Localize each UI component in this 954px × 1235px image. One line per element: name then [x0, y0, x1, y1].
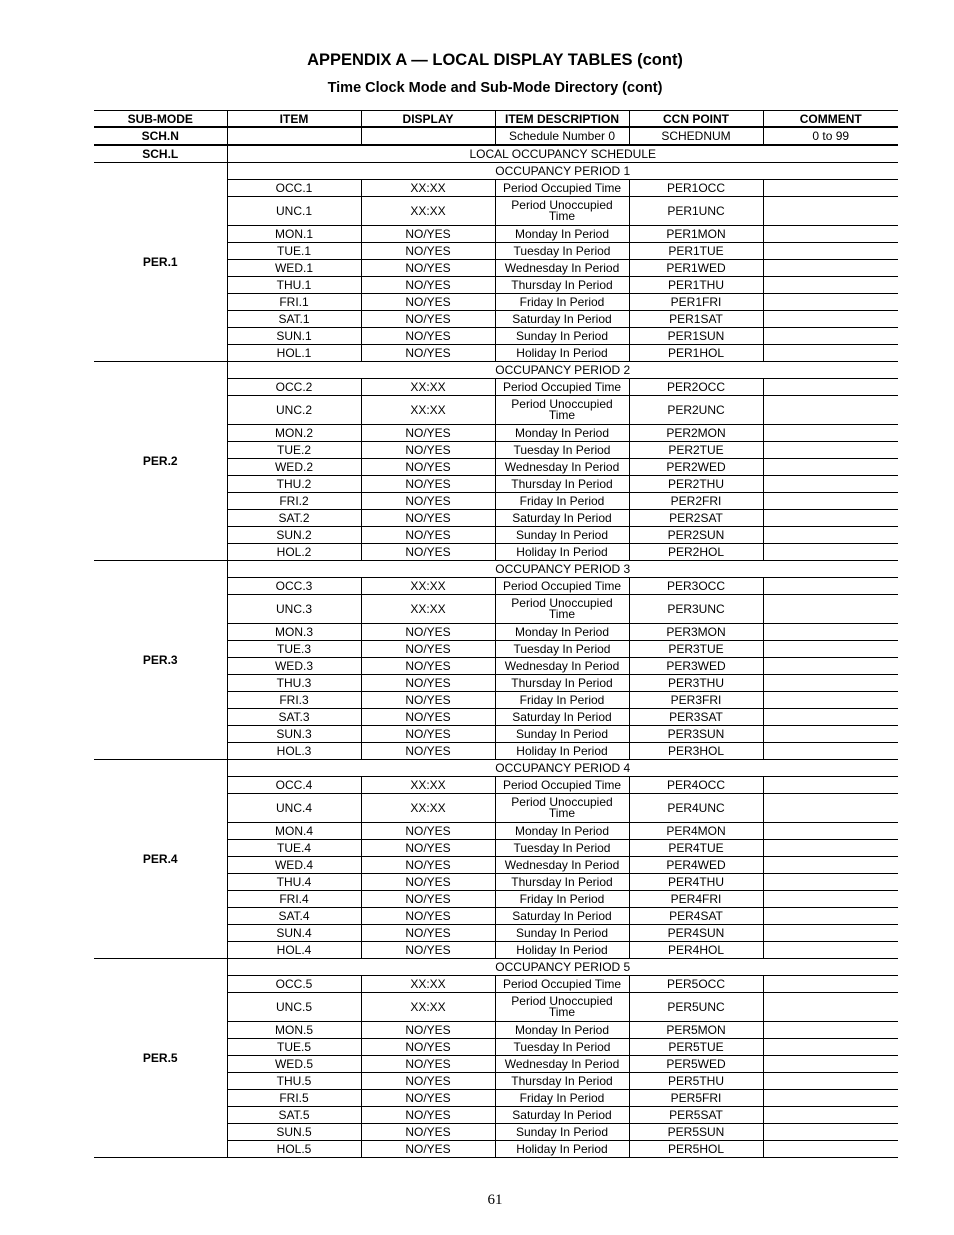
ccn-point-cell: PER3MON [629, 624, 763, 641]
description-cell: Schedule Number 0 [495, 127, 629, 145]
ccn-point-cell: PER5THU [629, 1073, 763, 1090]
description-cell: Saturday In Period [495, 908, 629, 925]
display-cell: XX:XX [361, 777, 495, 794]
item-cell: WED.5 [227, 1056, 361, 1073]
sub-mode-cell: SCH.N [94, 127, 227, 145]
item-cell: SAT.3 [227, 709, 361, 726]
comment-cell [763, 709, 898, 726]
description-cell: Wednesday In Period [495, 260, 629, 277]
comment-cell [763, 1022, 898, 1039]
ccn-point-cell: PER3WED [629, 658, 763, 675]
sub-mode-cell: PER.3 [94, 561, 227, 760]
table-body [94, 127, 898, 1158]
sub-mode-cell: PER.5 [94, 959, 227, 1158]
description-cell: Monday In Period [495, 226, 629, 243]
comment-cell [763, 180, 898, 197]
description-cell: Sunday In Period [495, 726, 629, 743]
description-cell: Holiday In Period [495, 345, 629, 362]
description-cell: Period Unoccupied Time [495, 197, 629, 226]
display-cell: NO/YES [361, 891, 495, 908]
comment-cell [763, 243, 898, 260]
item-cell: FRI.1 [227, 294, 361, 311]
period-label-cell: OCCUPANCY PERIOD 2 [227, 362, 898, 379]
description-cell: Period Occupied Time [495, 379, 629, 396]
display-cell: NO/YES [361, 874, 495, 891]
item-cell: TUE.3 [227, 641, 361, 658]
comment-cell [763, 510, 898, 527]
display-cell: NO/YES [361, 277, 495, 294]
description-cell: Saturday In Period [495, 510, 629, 527]
header-sub-mode: SUB-MODE [94, 111, 227, 128]
comment-cell [763, 595, 898, 624]
display-cell: NO/YES [361, 840, 495, 857]
comment-cell [763, 777, 898, 794]
ccn-point-cell: PER5TUE [629, 1039, 763, 1056]
display-cell: NO/YES [361, 243, 495, 260]
sub-mode-cell: PER.2 [94, 362, 227, 561]
ccn-point-cell: PER4SUN [629, 925, 763, 942]
ccn-point-cell: PER5SUN [629, 1124, 763, 1141]
description-cell: Monday In Period [495, 425, 629, 442]
display-cell [361, 127, 495, 145]
description-cell: Period Unoccupied Time [495, 794, 629, 823]
comment-cell [763, 578, 898, 595]
item-cell: TUE.4 [227, 840, 361, 857]
ccn-point-cell: PER2HOL [629, 544, 763, 561]
display-cell: NO/YES [361, 544, 495, 561]
ccn-point-cell: PER2MON [629, 425, 763, 442]
comment-cell [763, 925, 898, 942]
ccn-point-cell: PER5WED [629, 1056, 763, 1073]
description-cell: Thursday In Period [495, 1073, 629, 1090]
comment-cell [763, 459, 898, 476]
ccn-point-cell: PER4FRI [629, 891, 763, 908]
display-cell: NO/YES [361, 1124, 495, 1141]
ccn-point-cell: PER3OCC [629, 578, 763, 595]
ccn-point-cell: PER1THU [629, 277, 763, 294]
display-cell: NO/YES [361, 226, 495, 243]
item-cell: FRI.5 [227, 1090, 361, 1107]
display-cell: NO/YES [361, 493, 495, 510]
period-header-row [94, 760, 898, 777]
item-cell: UNC.1 [227, 197, 361, 226]
item-cell: SUN.5 [227, 1124, 361, 1141]
ccn-point-cell: PER4OCC [629, 777, 763, 794]
display-cell: NO/YES [361, 345, 495, 362]
ccn-point-cell: PER3HOL [629, 743, 763, 760]
item-cell: MON.1 [227, 226, 361, 243]
display-cell: NO/YES [361, 260, 495, 277]
display-cell: NO/YES [361, 624, 495, 641]
display-cell: NO/YES [361, 1141, 495, 1158]
comment-cell [763, 641, 898, 658]
display-cell: NO/YES [361, 692, 495, 709]
description-cell: Tuesday In Period [495, 840, 629, 857]
description-cell: Holiday In Period [495, 1141, 629, 1158]
comment-cell [763, 658, 898, 675]
item-cell: UNC.4 [227, 794, 361, 823]
ccn-point-cell: PER4MON [629, 823, 763, 840]
display-cell: NO/YES [361, 425, 495, 442]
period-label-cell: OCCUPANCY PERIOD 4 [227, 760, 898, 777]
description-cell: Sunday In Period [495, 527, 629, 544]
comment-cell [763, 544, 898, 561]
item-cell: SAT.1 [227, 311, 361, 328]
comment-cell [763, 442, 898, 459]
item-cell: OCC.4 [227, 777, 361, 794]
ccn-point-cell: PER5OCC [629, 976, 763, 993]
comment-cell [763, 197, 898, 226]
item-cell: FRI.3 [227, 692, 361, 709]
comment-cell [763, 1056, 898, 1073]
comment-cell [763, 311, 898, 328]
ccn-point-cell: PER3UNC [629, 595, 763, 624]
comment-cell [763, 260, 898, 277]
comment-cell [763, 425, 898, 442]
item-cell: THU.5 [227, 1073, 361, 1090]
ccn-point-cell: PER4WED [629, 857, 763, 874]
item-cell: TUE.2 [227, 442, 361, 459]
description-cell: Friday In Period [495, 891, 629, 908]
ccn-point-cell: PER1TUE [629, 243, 763, 260]
item-cell: SAT.5 [227, 1107, 361, 1124]
ccn-point-cell: SCHEDNUM [629, 127, 763, 145]
item-cell [227, 127, 361, 145]
description-cell: Period Unoccupied Time [495, 993, 629, 1022]
description-cell: Thursday In Period [495, 874, 629, 891]
description-cell: Friday In Period [495, 294, 629, 311]
display-cell: NO/YES [361, 294, 495, 311]
display-cell: NO/YES [361, 1039, 495, 1056]
comment-cell [763, 493, 898, 510]
item-cell: SAT.2 [227, 510, 361, 527]
item-cell: WED.3 [227, 658, 361, 675]
comment-cell [763, 726, 898, 743]
comment-cell [763, 675, 898, 692]
display-cell: NO/YES [361, 823, 495, 840]
ccn-point-cell: PER2FRI [629, 493, 763, 510]
period-label-cell: OCCUPANCY PERIOD 3 [227, 561, 898, 578]
display-cell: NO/YES [361, 908, 495, 925]
item-cell: FRI.2 [227, 493, 361, 510]
description-cell: Holiday In Period [495, 743, 629, 760]
description-cell: Wednesday In Period [495, 1056, 629, 1073]
comment-cell [763, 476, 898, 493]
description-cell: Period Occupied Time [495, 777, 629, 794]
comment-cell [763, 328, 898, 345]
period-label-cell: OCCUPANCY PERIOD 5 [227, 959, 898, 976]
ccn-point-cell: PER1OCC [629, 180, 763, 197]
comment-cell [763, 527, 898, 544]
ccn-point-cell: PER3TUE [629, 641, 763, 658]
mode-directory-table [94, 110, 898, 1158]
description-cell: Tuesday In Period [495, 442, 629, 459]
item-cell: SUN.2 [227, 527, 361, 544]
display-cell: NO/YES [361, 1090, 495, 1107]
comment-cell: 0 to 99 [763, 127, 898, 145]
comment-cell [763, 874, 898, 891]
schedule-label-cell: LOCAL OCCUPANCY SCHEDULE [227, 145, 898, 163]
description-cell: Thursday In Period [495, 675, 629, 692]
description-cell: Tuesday In Period [495, 641, 629, 658]
item-cell: UNC.5 [227, 993, 361, 1022]
display-cell: XX:XX [361, 396, 495, 425]
item-cell: THU.2 [227, 476, 361, 493]
comment-cell [763, 345, 898, 362]
comment-cell [763, 396, 898, 425]
display-cell: NO/YES [361, 709, 495, 726]
ccn-point-cell: PER1FRI [629, 294, 763, 311]
description-cell: Friday In Period [495, 493, 629, 510]
ccn-point-cell: PER4HOL [629, 942, 763, 959]
description-cell: Saturday In Period [495, 709, 629, 726]
sub-mode-cell: SCH.L [94, 145, 227, 163]
display-cell: NO/YES [361, 1107, 495, 1124]
ccn-point-cell: PER2TUE [629, 442, 763, 459]
description-cell: Period Unoccupied Time [495, 595, 629, 624]
ccn-point-cell: PER4TUE [629, 840, 763, 857]
item-cell: WED.1 [227, 260, 361, 277]
display-cell: XX:XX [361, 379, 495, 396]
description-cell: Wednesday In Period [495, 658, 629, 675]
ccn-point-cell: PER2UNC [629, 396, 763, 425]
display-cell: NO/YES [361, 527, 495, 544]
display-cell: NO/YES [361, 1056, 495, 1073]
ccn-point-cell: PER1UNC [629, 197, 763, 226]
comment-cell [763, 840, 898, 857]
item-cell: THU.3 [227, 675, 361, 692]
item-cell: HOL.5 [227, 1141, 361, 1158]
period-header-row [94, 362, 898, 379]
period-label-cell: OCCUPANCY PERIOD 1 [227, 163, 898, 180]
comment-cell [763, 823, 898, 840]
item-cell: HOL.4 [227, 942, 361, 959]
ccn-point-cell: PER2WED [629, 459, 763, 476]
comment-cell [763, 993, 898, 1022]
description-cell: Monday In Period [495, 823, 629, 840]
comment-cell [763, 1141, 898, 1158]
display-cell: NO/YES [361, 459, 495, 476]
comment-cell [763, 1090, 898, 1107]
comment-cell [763, 794, 898, 823]
description-cell: Period Occupied Time [495, 578, 629, 595]
ccn-point-cell: PER3SUN [629, 726, 763, 743]
item-cell: HOL.1 [227, 345, 361, 362]
description-cell: Sunday In Period [495, 1124, 629, 1141]
comment-cell [763, 294, 898, 311]
item-cell: THU.4 [227, 874, 361, 891]
description-cell: Friday In Period [495, 1090, 629, 1107]
sub-mode-cell: PER.4 [94, 760, 227, 959]
header-item-description: ITEM DESCRIPTION [495, 111, 629, 128]
description-cell: Sunday In Period [495, 328, 629, 345]
display-cell: NO/YES [361, 1022, 495, 1039]
ccn-point-cell: PER5MON [629, 1022, 763, 1039]
description-cell: Sunday In Period [495, 925, 629, 942]
display-cell: NO/YES [361, 925, 495, 942]
display-cell: XX:XX [361, 578, 495, 595]
description-cell: Thursday In Period [495, 476, 629, 493]
item-cell: WED.4 [227, 857, 361, 874]
item-cell: WED.2 [227, 459, 361, 476]
item-cell: THU.1 [227, 277, 361, 294]
item-cell: MON.5 [227, 1022, 361, 1039]
display-cell: XX:XX [361, 794, 495, 823]
description-cell: Period Unoccupied Time [495, 396, 629, 425]
description-cell: Wednesday In Period [495, 857, 629, 874]
display-cell: NO/YES [361, 942, 495, 959]
ccn-point-cell: PER2THU [629, 476, 763, 493]
header-display: DISPLAY [361, 111, 495, 128]
description-cell: Thursday In Period [495, 277, 629, 294]
comment-cell [763, 976, 898, 993]
comment-cell [763, 1124, 898, 1141]
item-cell: UNC.3 [227, 595, 361, 624]
ccn-point-cell: PER1SAT [629, 311, 763, 328]
comment-cell [763, 1107, 898, 1124]
display-cell: NO/YES [361, 675, 495, 692]
display-cell: NO/YES [361, 476, 495, 493]
item-cell: SAT.4 [227, 908, 361, 925]
header-ccn-point: CCN POINT [629, 111, 763, 128]
ccn-point-cell: PER1WED [629, 260, 763, 277]
description-cell: Monday In Period [495, 1022, 629, 1039]
comment-cell [763, 908, 898, 925]
description-cell: Tuesday In Period [495, 1039, 629, 1056]
item-cell: SUN.4 [227, 925, 361, 942]
header-item: ITEM [227, 111, 361, 128]
ccn-point-cell: PER1MON [629, 226, 763, 243]
display-cell: XX:XX [361, 197, 495, 226]
comment-cell [763, 379, 898, 396]
ccn-point-cell: PER5HOL [629, 1141, 763, 1158]
page-number: 61 [487, 1192, 503, 1208]
comment-cell [763, 1073, 898, 1090]
display-cell: NO/YES [361, 658, 495, 675]
display-cell: NO/YES [361, 641, 495, 658]
ccn-point-cell: PER4THU [629, 874, 763, 891]
item-cell: MON.2 [227, 425, 361, 442]
period-header-row [94, 561, 898, 578]
item-cell: HOL.2 [227, 544, 361, 561]
sub-mode-cell: PER.1 [94, 163, 227, 362]
display-cell: NO/YES [361, 743, 495, 760]
comment-cell [763, 857, 898, 874]
ccn-point-cell: PER3SAT [629, 709, 763, 726]
header-comment: COMMENT [763, 111, 898, 128]
table-row-schn [94, 127, 898, 145]
ccn-point-cell: PER5UNC [629, 993, 763, 1022]
comment-cell [763, 277, 898, 294]
ccn-point-cell: PER5FRI [629, 1090, 763, 1107]
display-cell: NO/YES [361, 328, 495, 345]
display-cell: NO/YES [361, 1073, 495, 1090]
comment-cell [763, 942, 898, 959]
display-cell: XX:XX [361, 595, 495, 624]
display-cell: NO/YES [361, 510, 495, 527]
table-row-schl [94, 145, 898, 163]
item-cell: TUE.1 [227, 243, 361, 260]
table-header-row [94, 111, 898, 128]
description-cell: Wednesday In Period [495, 459, 629, 476]
comment-cell [763, 226, 898, 243]
ccn-point-cell: PER1SUN [629, 328, 763, 345]
display-cell: XX:XX [361, 976, 495, 993]
item-cell: TUE.5 [227, 1039, 361, 1056]
display-cell: NO/YES [361, 311, 495, 328]
item-cell: SUN.1 [227, 328, 361, 345]
comment-cell [763, 1039, 898, 1056]
item-cell: OCC.1 [227, 180, 361, 197]
comment-cell [763, 743, 898, 760]
item-cell: MON.3 [227, 624, 361, 641]
period-header-row [94, 959, 898, 976]
item-cell: FRI.4 [227, 891, 361, 908]
ccn-point-cell: PER2OCC [629, 379, 763, 396]
description-cell: Saturday In Period [495, 311, 629, 328]
description-cell: Period Occupied Time [495, 976, 629, 993]
display-cell: NO/YES [361, 442, 495, 459]
period-header-row [94, 163, 898, 180]
ccn-point-cell: PER1HOL [629, 345, 763, 362]
ccn-point-cell: PER5SAT [629, 1107, 763, 1124]
item-cell: HOL.3 [227, 743, 361, 760]
ccn-point-cell: PER2SAT [629, 510, 763, 527]
description-cell: Period Occupied Time [495, 180, 629, 197]
ccn-point-cell: PER4SAT [629, 908, 763, 925]
description-cell: Saturday In Period [495, 1107, 629, 1124]
description-cell: Holiday In Period [495, 544, 629, 561]
comment-cell [763, 624, 898, 641]
item-cell: SUN.3 [227, 726, 361, 743]
description-cell: Friday In Period [495, 692, 629, 709]
ccn-point-cell: PER4UNC [629, 794, 763, 823]
item-cell: UNC.2 [227, 396, 361, 425]
item-cell: OCC.2 [227, 379, 361, 396]
table-subtitle: Time Clock Mode and Sub-Mode Directory (cont) [327, 80, 663, 96]
page-title: APPENDIX A — LOCAL DISPLAY TABLES (cont) [307, 51, 683, 69]
description-cell: Tuesday In Period [495, 243, 629, 260]
ccn-point-cell: PER2SUN [629, 527, 763, 544]
item-cell: OCC.5 [227, 976, 361, 993]
display-cell: NO/YES [361, 726, 495, 743]
ccn-point-cell: PER3THU [629, 675, 763, 692]
display-cell: NO/YES [361, 857, 495, 874]
item-cell: MON.4 [227, 823, 361, 840]
display-cell: XX:XX [361, 180, 495, 197]
display-cell: XX:XX [361, 993, 495, 1022]
description-cell: Holiday In Period [495, 942, 629, 959]
item-cell: OCC.3 [227, 578, 361, 595]
ccn-point-cell: PER3FRI [629, 692, 763, 709]
comment-cell [763, 692, 898, 709]
description-cell: Monday In Period [495, 624, 629, 641]
comment-cell [763, 891, 898, 908]
